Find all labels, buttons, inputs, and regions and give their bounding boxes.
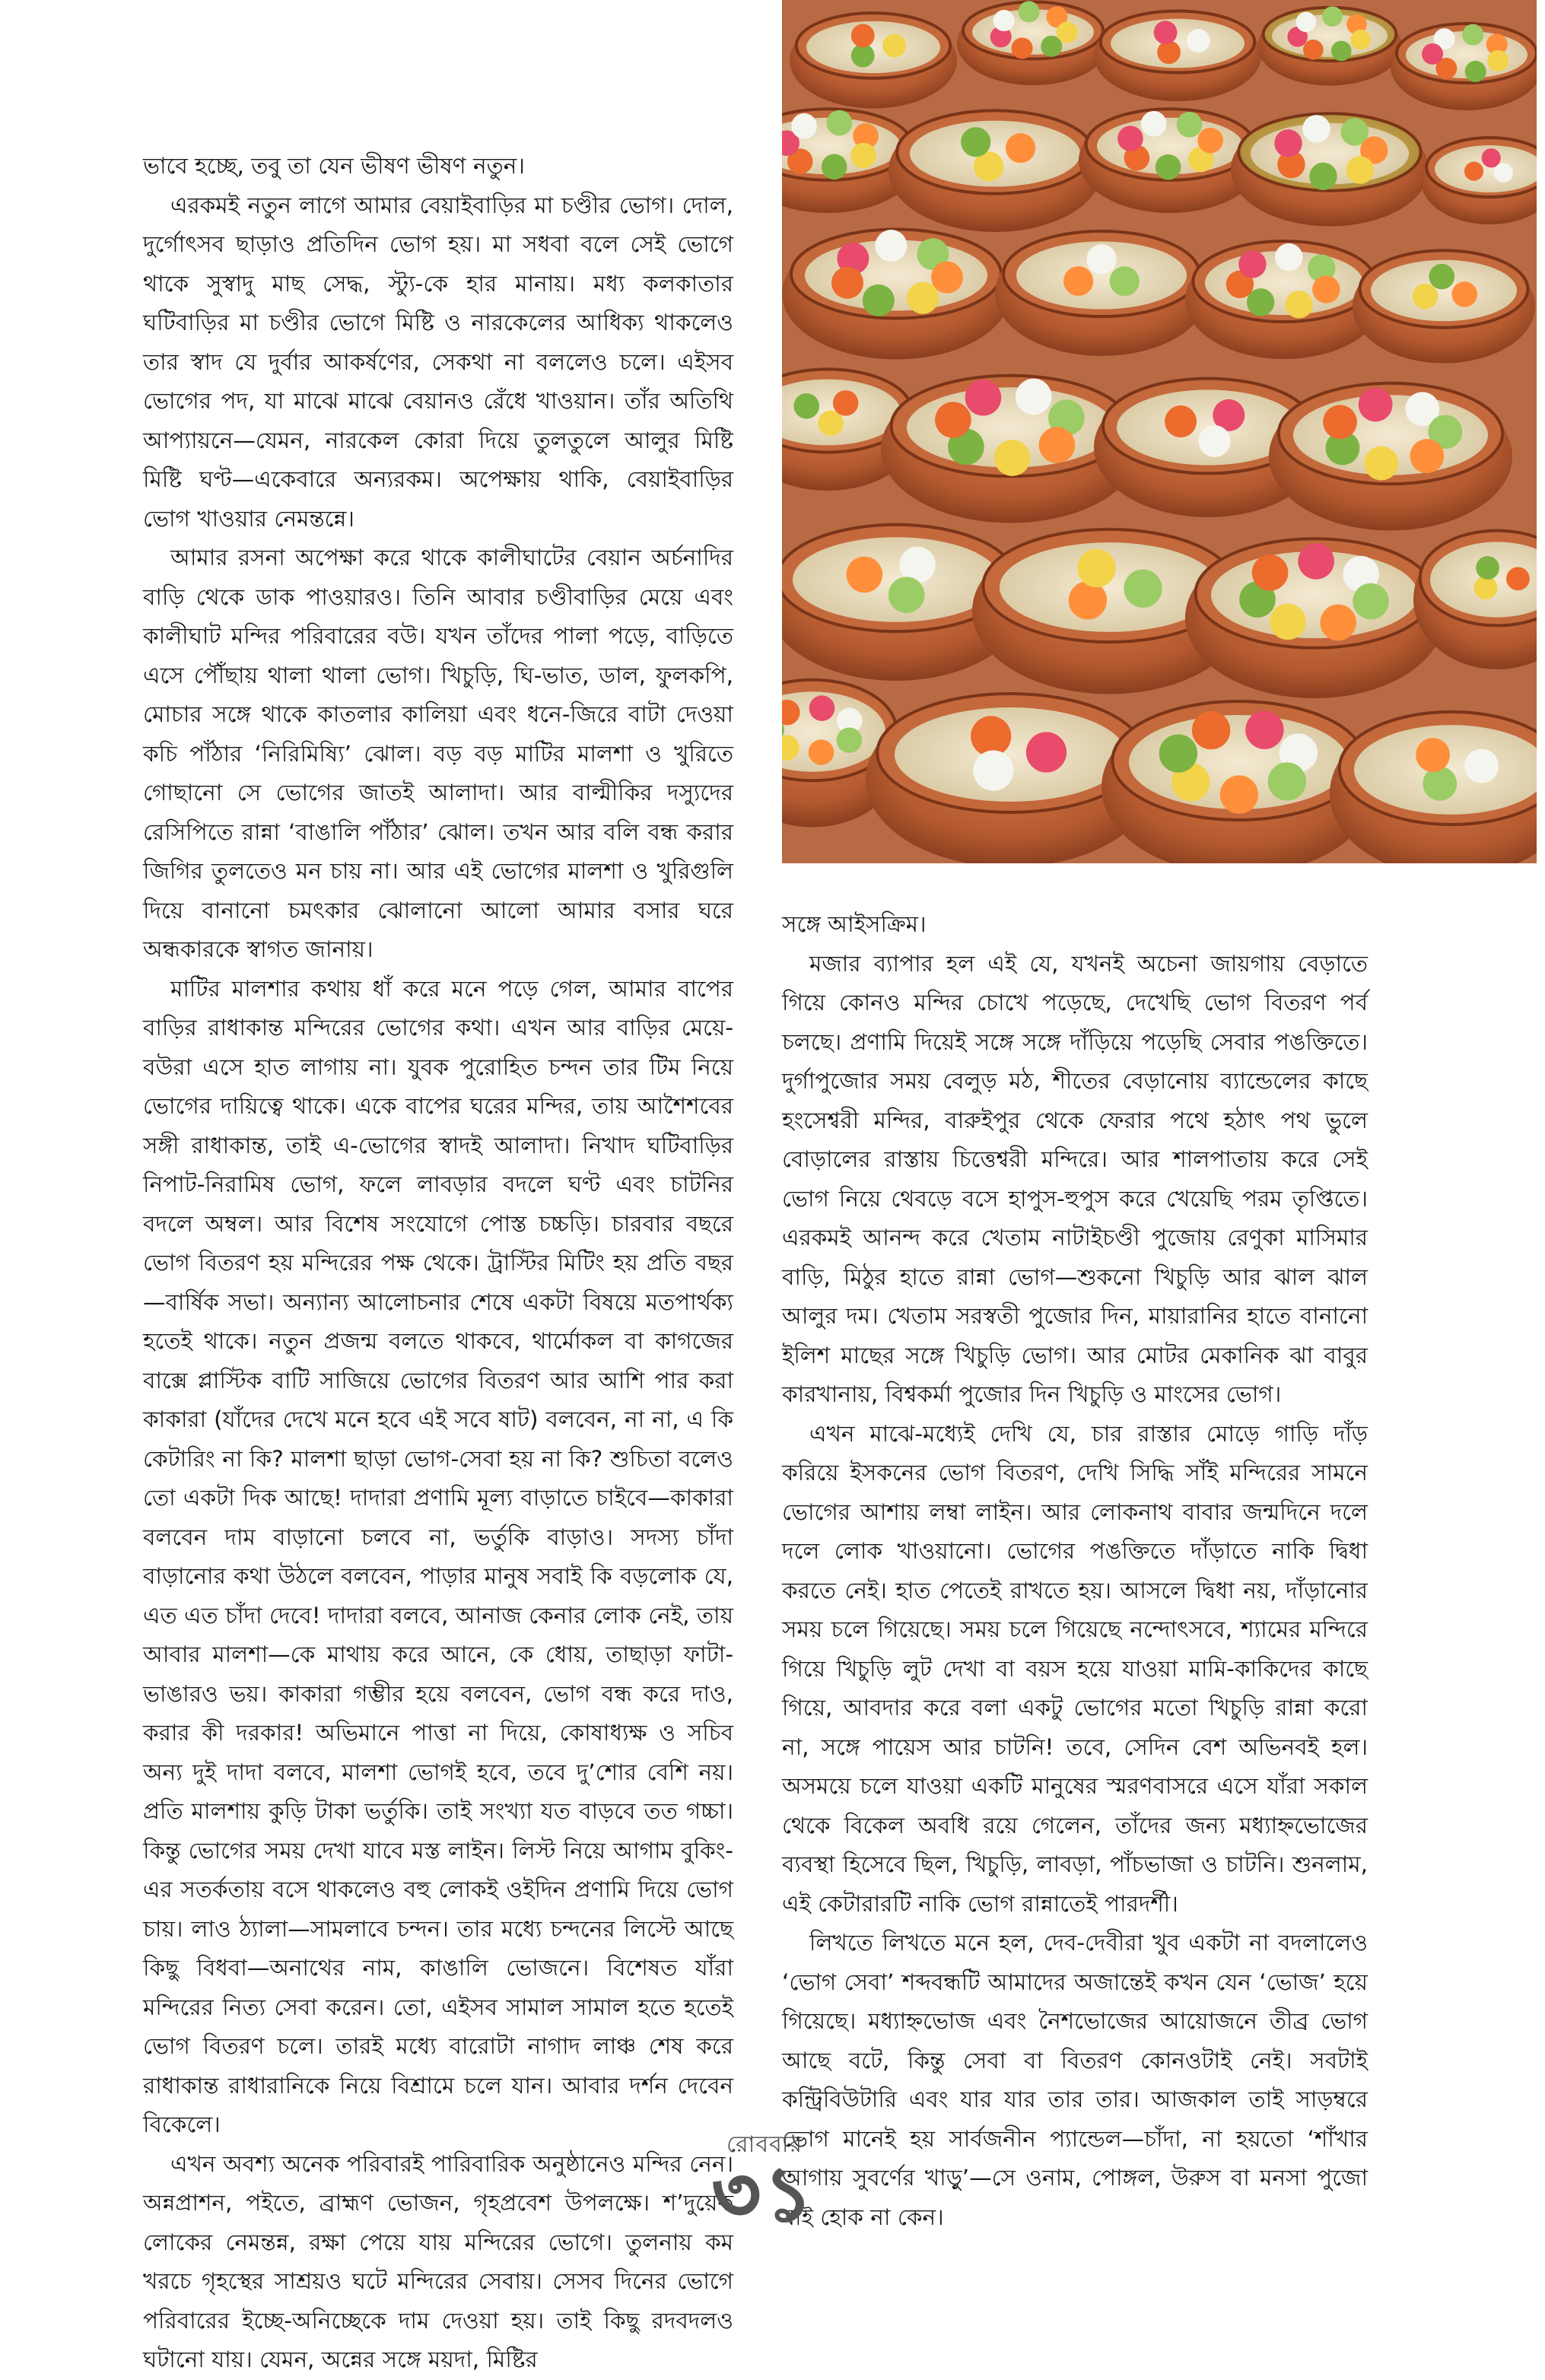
paragraph: ভাবে হচ্ছে, তবু তা যেন ভীষণ ভীষণ নতুন। <box>143 153 525 179</box>
article-column-left <box>143 147 733 2372</box>
food-offering-photo <box>782 0 1537 863</box>
paragraph: লিখতে লিখতে মনে হল, দেব-দেবীরা খুব একটা না বদলালেও ‘ভোগ সেবা’ শব্দবন্ধটি আমাদের অজান্তেই কখন যেন ‘ভোজ’ হয়ে গিয়েছে। মধ্যাহ্নভোজ এবং নৈশভোজের আয়োজনে তীব্র ভোগ আছে বটে, কিন্তু সেবা বা বিতরণ কোনওটাই নেই। সবটাই কন্ট্রিবিউটারি এবং যার যার তার তার। আজকাল তাই সাড়ম্বরে ভোগ মানেই হয় সার্বজনীন প্যান্ডেল—চাঁদা, না হয়তো ‘শাঁখার আগায় সুবর্ণের খাড়ু’—সে ওনাম, পোঙ্গল, উরুস বা মনসা পুজো যাই হোক না কেন। <box>782 1930 1368 2230</box>
page-number: ৩১ <box>712 2152 817 2237</box>
paragraph: এখন অবশ্য অনেক পরিবারই পারিবারিক অনুষ্ঠানেও মন্দির নেন। অন্নপ্রাশন, পইতে, ব্রাহ্মণ ভোজন, গৃহপ্রবেশ উপলক্ষে। শ’দুয়েক লোকের নেমন্তন্ন, রক্ষা পেয়ে যায় মন্দিরের ভোগে। তুলনায় কম খরচে গৃহস্থের সাশ্রয়ও ঘটে মন্দিরের সেবায়। সেসব দিনের ভোগে পরিবারের ইচ্ছে-অনিচ্ছেকে দাম দেওয়া হয়। তাই কিছু রদবদলও ঘটানো যায়। যেমন, অন্নের সঙ্গে ময়দা, মিষ্টির <box>143 2150 733 2372</box>
paragraph: আমার রসনা অপেক্ষা করে থাকে কালীঘাটের বেয়ান অর্চনাদির বাড়ি থেকে ডাক পাওয়ারও। তিনি আবার চণ্ডীবাড়ির মেয়ে এবং কালীঘাট মন্দির পরিবারের বউ। যখন তাঁদের পালা পড়ে, বাড়িতে এসে পৌঁছায় থালা থালা ভোগ। খিচুড়ি, ঘি-ভাত, ডাল, ফুলকপি, মোচার সঙ্গে থাকে কাতলার কালিয়া এবং ধনে-জিরে বাটা দেওয়া কচি পাঁঠার ‘নিরিমিষ্যি’ ঝোল। বড় বড় মাটির মালশা ও খুরিতে গোছানো সে ভোগের জাতই আলাদা। আর বাল্মীকির দস্যুদের রেসিপিতে রান্না ‘বাঙালি পাঁঠার’ ঝোল। তখন আর বলি বন্ধ করার জিগির তুলতেও মন চায় না। আর এই ভোগের মালশা ও খুরিগুলি দিয়ে বানানো চমৎকার ঝোলানো আলো আমার বসার ঘরে অন্ধকারকে স্বাগত জানায়। <box>143 545 733 962</box>
page-footer <box>685 2130 844 2237</box>
article-column-right <box>782 905 1368 2230</box>
magazine-brand: রোববার <box>726 2131 803 2158</box>
paragraph: মজার ব্যাপার হল এই যে, যখনই অচেনা জায়গায় বেড়াতে গিয়ে কোনও মন্দির চোখে পড়েছে, দেখেছি ভোগ বিতরণ পর্ব চলছে। প্রণামি দিয়েই সঙ্গে সঙ্গে দাঁড়িয়ে পড়েছি সেবার পঙক্তিতে। দুর্গাপুজোর সময় বেলুড় মঠ, শীতের বেড়ানোয় ব্যান্ডেলের কাছে হংসেশ্বরী মন্দির, বারুইপুর থেকে ফেরার পথে হঠাৎ পথ ভুলে বোড়ালের রাস্তায় চিত্তেশ্বরী মন্দিরে। আর শালপাতায় করে সেই ভোগ নিয়ে থেবড়ে বসে হাপুস-হুপুস করে খেয়েছি পরম তৃপ্তিতে। এরকমই আনন্দ করে খেতাম নাটাইচণ্ডী পুজোয় রেণুকা মাসিমার বাড়ি, মিঠুর হাতে রান্না ভোগ—শুকনো খিচুড়ি আর ঝাল ঝাল আলুর দম। খেতাম সরস্বতী পুজোর দিন, মায়ারানির হাতে বানানো ইলিশ মাছের সঙ্গে খিচুড়ি ভোগ। আর মোটর মেকানিক ঝা বাবুর কারখানায়, বিশ্বকর্মা পুজোর দিন খিচুড়ি ও মাংসের ভোগ। <box>782 950 1368 1407</box>
clay-pots-illustration <box>782 0 1537 863</box>
paragraph: এরকমই নতুন লাগে আমার বেয়াইবাড়ির মা চণ্ডীর ভোগ। দোল, দুর্গোৎসব ছাড়াও প্রতিদিন ভোগ হয়। মা সধবা বলে সেই ভোগে থাকে সুস্বাদু মাছ সেদ্ধ, স্ট্যু-কে হার মানায়। মধ্য কলকাতার ঘটিবাড়ির মা চণ্ডীর ভোগে মিষ্টি ও নারকেলের আধিক্য থাকলেও তার স্বাদ যে দুর্বার আকর্ষণের, সেকথা না বললেও চলে। এইসব ভোগের পদ, যা মাঝে মাঝে বেয়ানও রেঁধে খাওয়ান। তাঁর অতিথি আপ্যায়নে—যেমন, নারকেল কোরা দিয়ে তুলতুলে আলুর মিষ্টি মিষ্টি ঘণ্ট—একেবারে অন্যরকম। অপেক্ষায় থাকি, বেয়াইবাড়ির ভোগ খাওয়ার নেমন্তন্নে। <box>143 192 733 532</box>
paragraph: এখন মাঝে-মধ্যেই দেখি যে, চার রাস্তার মোড়ে গাড়ি দাঁড় করিয়ে ইসকনের ভোগ বিতরণ, দেখি সিদ্ধি সাঁই মন্দিরের সামনে ভোগের আশায় লম্বা লাইন। আর লোকনাথ বাবার জন্মদিনে দলে দলে লোক খাওয়ানো। ভোগের পঙক্তিতে দাঁড়াতে নাকি দ্বিধা করতে নেই। হাত পেতেই রাখতে হয়। আসলে দ্বিধা নয়, দাঁড়ানোর সময় চলে গিয়েছে। সময় চলে গিয়েছে নন্দোৎসবে, শ্যামের মন্দিরে গিয়ে খিচুড়ি লুট দেখা বা বয়স হয়ে যাওয়া মামি-কাকিদের কাছে গিয়ে, আবদার করে বলা একটু ভোগের মতো খিচুড়ি রান্না করো না, সঙ্গে পায়েস আর চাটনি! তবে, সেদিন বেশ অভিনবই হল। অসময়ে চলে যাওয়া একটি মানুষের স্মরণবাসরে এসে যাঁরা সকাল থেকে বিকেল অবধি রয়ে গেলেন, তাঁদের জন্য মধ্যাহ্নভোজের ব্যবস্থা হিসেবে ছিল, খিচুড়ি, লাবড়া, পাঁচভাজা ও চাটনি। শুনলাম, এই কেটারারটি নাকি ভোগ রান্নাতেই পারদর্শী। <box>782 1420 1368 1917</box>
paragraph: মাটির মালশার কথায় ধাঁ করে মনে পড়ে গেল, আমার বাপের বাড়ির রাধাকান্ত মন্দিরের ভোগের কথা। এখন আর বাড়ির মেয়ে-বউরা এসে হাত লাগায় না। যুবক পুরোহিত চন্দন তার টিম নিয়ে ভোগের দায়িত্বে থাকে। একে বাপের ঘরের মন্দির, তায় আশৈশবের সঙ্গী রাধাকান্ত, তাই এ-ভোগের স্বাদই আলাদা। নিখাদ ঘটিবাড়ির নিপাট-নিরামিষ ভোগ, ফলে লাবড়ার বদলে ঘণ্ট এবং চাটনির বদলে অম্বল। আর বিশেষ সংযোগে পোস্ত চচ্চড়ি। চারবার বছরে ভোগ বিতরণ হয় মন্দিরের পক্ষ থেকে। ট্রাস্টির মিটিং হয় প্রতি বছর—বার্ষিক সভা। অন্যান্য আলোচনার শেষে একটা বিষয়ে মতপার্থক্য হতেই থাকে। নতুন প্রজন্ম বলতে থাকবে, থার্মোকল বা কাগজের বাক্সে প্লাস্টিক বাটি সাজিয়ে ভোগের বিতরণ আর আশি পার করা কাকারা (যাঁদের দেখে মনে হবে এই সবে ষাট) বলবেন, না না, এ কি কেটারিং না কি? মালশা ছাড়া ভোগ-সেবা হয় না কি? শুচিতা বলেও তো একটা দিক আছে! দাদারা প্রণামি মূল্য বাড়াতে চাইবে—কাকারা বলবেন দাম বাড়ানো চলবে না, ভর্তুকি বাড়াও। সদস্য চাঁদা বাড়ানোর কথা উঠলে বলবেন, পাড়ার মানুষ সবাই কি বড়লোক যে, এত এত চাঁদা দেবে! দাদারা বলবে, আনাজ কেনার লোক নেই, তায় আবার মালশা—কে মাথায় করে আনে, কে ধোয়, তাছাড়া ফাটা-ভাঙারও ভয়। কাকারা গম্ভীর হয়ে বলবেন, ভোগ বন্ধ করে দাও, করার কী দরকার! অভিমানে পাত্তা না দিয়ে, কোষাধ্যক্ষ ও সচিব অন্য দুই দাদা বলবে, মালশা ভোগই হবে, তবে দু’শোর বেশি নয়। প্রতি মালশায় কুড়ি টাকা ভর্তুকি। তাই সংখ্যা যত বাড়বে তত গচ্চা। কিন্তু ভোগের সময় দেখা যাবে মস্ত লাইন। লিস্ট নিয়ে আগাম বুকিং-এর সতর্কতায় বসে থাকলেও বহু লোকই ওইদিন প্রণামি দিয়ে ভোগ চায়। লাও ঠ্যালা—সামলাবে চন্দন। তার মধ্যে চন্দনের লিস্টে আছে কিছু বিধবা—অনাথের নাম, কাঙালি ভোজনে। বিশেষত যাঁরা মন্দিরের নিত্য সেবা করেন। তো, এইসব সামাল সামাল হতে হতেই ভোগ বিতরণ চলে। তারই মধ্যে বারোটা নাগাদ লাঞ্চ শেষ করে রাধাকান্ত রাধারানিকে নিয়ে বিশ্রামে চলে যান। আবার দর্শন দেবেন বিকেলে। <box>143 975 733 2137</box>
paragraph: সঙ্গে আইসক্রিম। <box>782 911 927 937</box>
